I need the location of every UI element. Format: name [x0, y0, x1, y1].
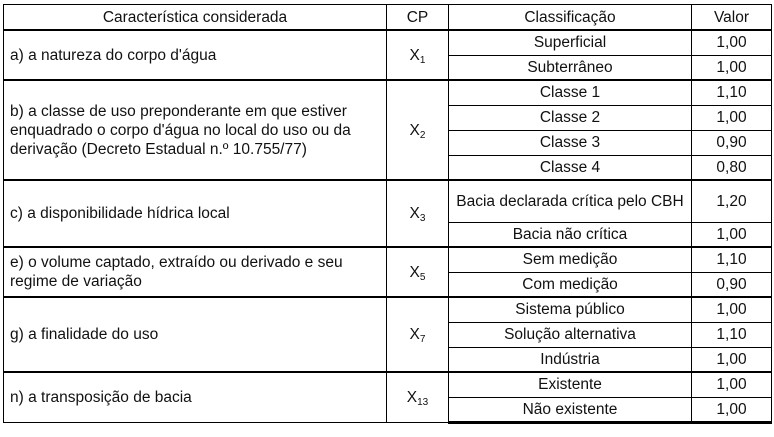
- classification-cell: Existente: [449, 372, 692, 397]
- value-cell: 1,10: [692, 322, 772, 347]
- characteristic-cell: b) a classe de uso preponderante em que estiver enquadrado o corpo d'água no local do uso ou da derivação (Decreto Estadual n.º 10.755/77): [4, 80, 387, 180]
- classification-cell: Não existente: [449, 397, 692, 422]
- cp-cell: $X_1$: [387, 30, 449, 80]
- classification-cell: Indústria: [449, 347, 692, 372]
- value-cell: 0,80: [692, 155, 772, 180]
- characteristic-cell: a) a natureza do corpo d'água: [4, 30, 387, 80]
- table-row: [4, 247, 772, 272]
- classification-cell: Solução alternativa: [449, 322, 692, 347]
- characteristic-cell: e) o volume captado, extraído ou derivado e seu regime de variação: [4, 247, 387, 297]
- cp-cell: $X_7$: [387, 297, 449, 372]
- classification-cell: Superficial: [449, 30, 692, 55]
- table-row: [4, 30, 772, 55]
- value-cell: 1,00: [692, 397, 772, 422]
- coefficient-table: [3, 4, 772, 424]
- table-row: [4, 372, 772, 397]
- cp-cell: $X_5$: [387, 247, 449, 297]
- value-cell: 1,00: [692, 105, 772, 130]
- characteristic-cell: g) a finalidade do uso: [4, 297, 387, 372]
- value-cell: 1,00: [692, 222, 772, 247]
- characteristic-cell: c) a disponibilidade hídrica local: [4, 180, 387, 247]
- classification-cell: Classe 4: [449, 155, 692, 180]
- classification-cell: Sistema público: [449, 297, 692, 322]
- value-cell: 1,00: [692, 347, 772, 372]
- value-cell: 1,10: [692, 247, 772, 272]
- cp-cell: $X_{13}$: [387, 372, 449, 422]
- classification-cell: Classe 1: [449, 80, 692, 105]
- header-characteristic: Característica considerada: [4, 5, 387, 31]
- value-cell: 1,00: [692, 30, 772, 55]
- characteristic-cell: n) a transposição de bacia: [4, 372, 387, 422]
- classification-cell: Bacia não crítica: [449, 222, 692, 247]
- classification-cell: Classe 3: [449, 130, 692, 155]
- header-cp: CP: [387, 5, 449, 31]
- header-classification: Classificação: [449, 5, 692, 31]
- classification-cell: Com medição: [449, 272, 692, 297]
- table-row: [4, 80, 772, 105]
- value-cell: 1,10: [692, 80, 772, 105]
- table-row: [4, 297, 772, 322]
- classification-cell: Sem medição: [449, 247, 692, 272]
- cp-cell: $X_2$: [387, 80, 449, 180]
- classification-cell: Classe 2: [449, 105, 692, 130]
- value-cell: 1,00: [692, 297, 772, 322]
- classification-cell: Subterrâneo: [449, 55, 692, 80]
- classification-cell: Bacia declarada crítica pelo CBH: [449, 180, 692, 222]
- value-cell: 1,00: [692, 372, 772, 397]
- value-cell: 1,20: [692, 180, 772, 222]
- value-cell: 1,00: [692, 55, 772, 80]
- value-cell: 0,90: [692, 130, 772, 155]
- table-row: [4, 180, 772, 222]
- header-row: [4, 5, 772, 31]
- cp-cell: $X_3$: [387, 180, 449, 247]
- header-value: Valor: [692, 5, 772, 31]
- value-cell: 0,90: [692, 272, 772, 297]
